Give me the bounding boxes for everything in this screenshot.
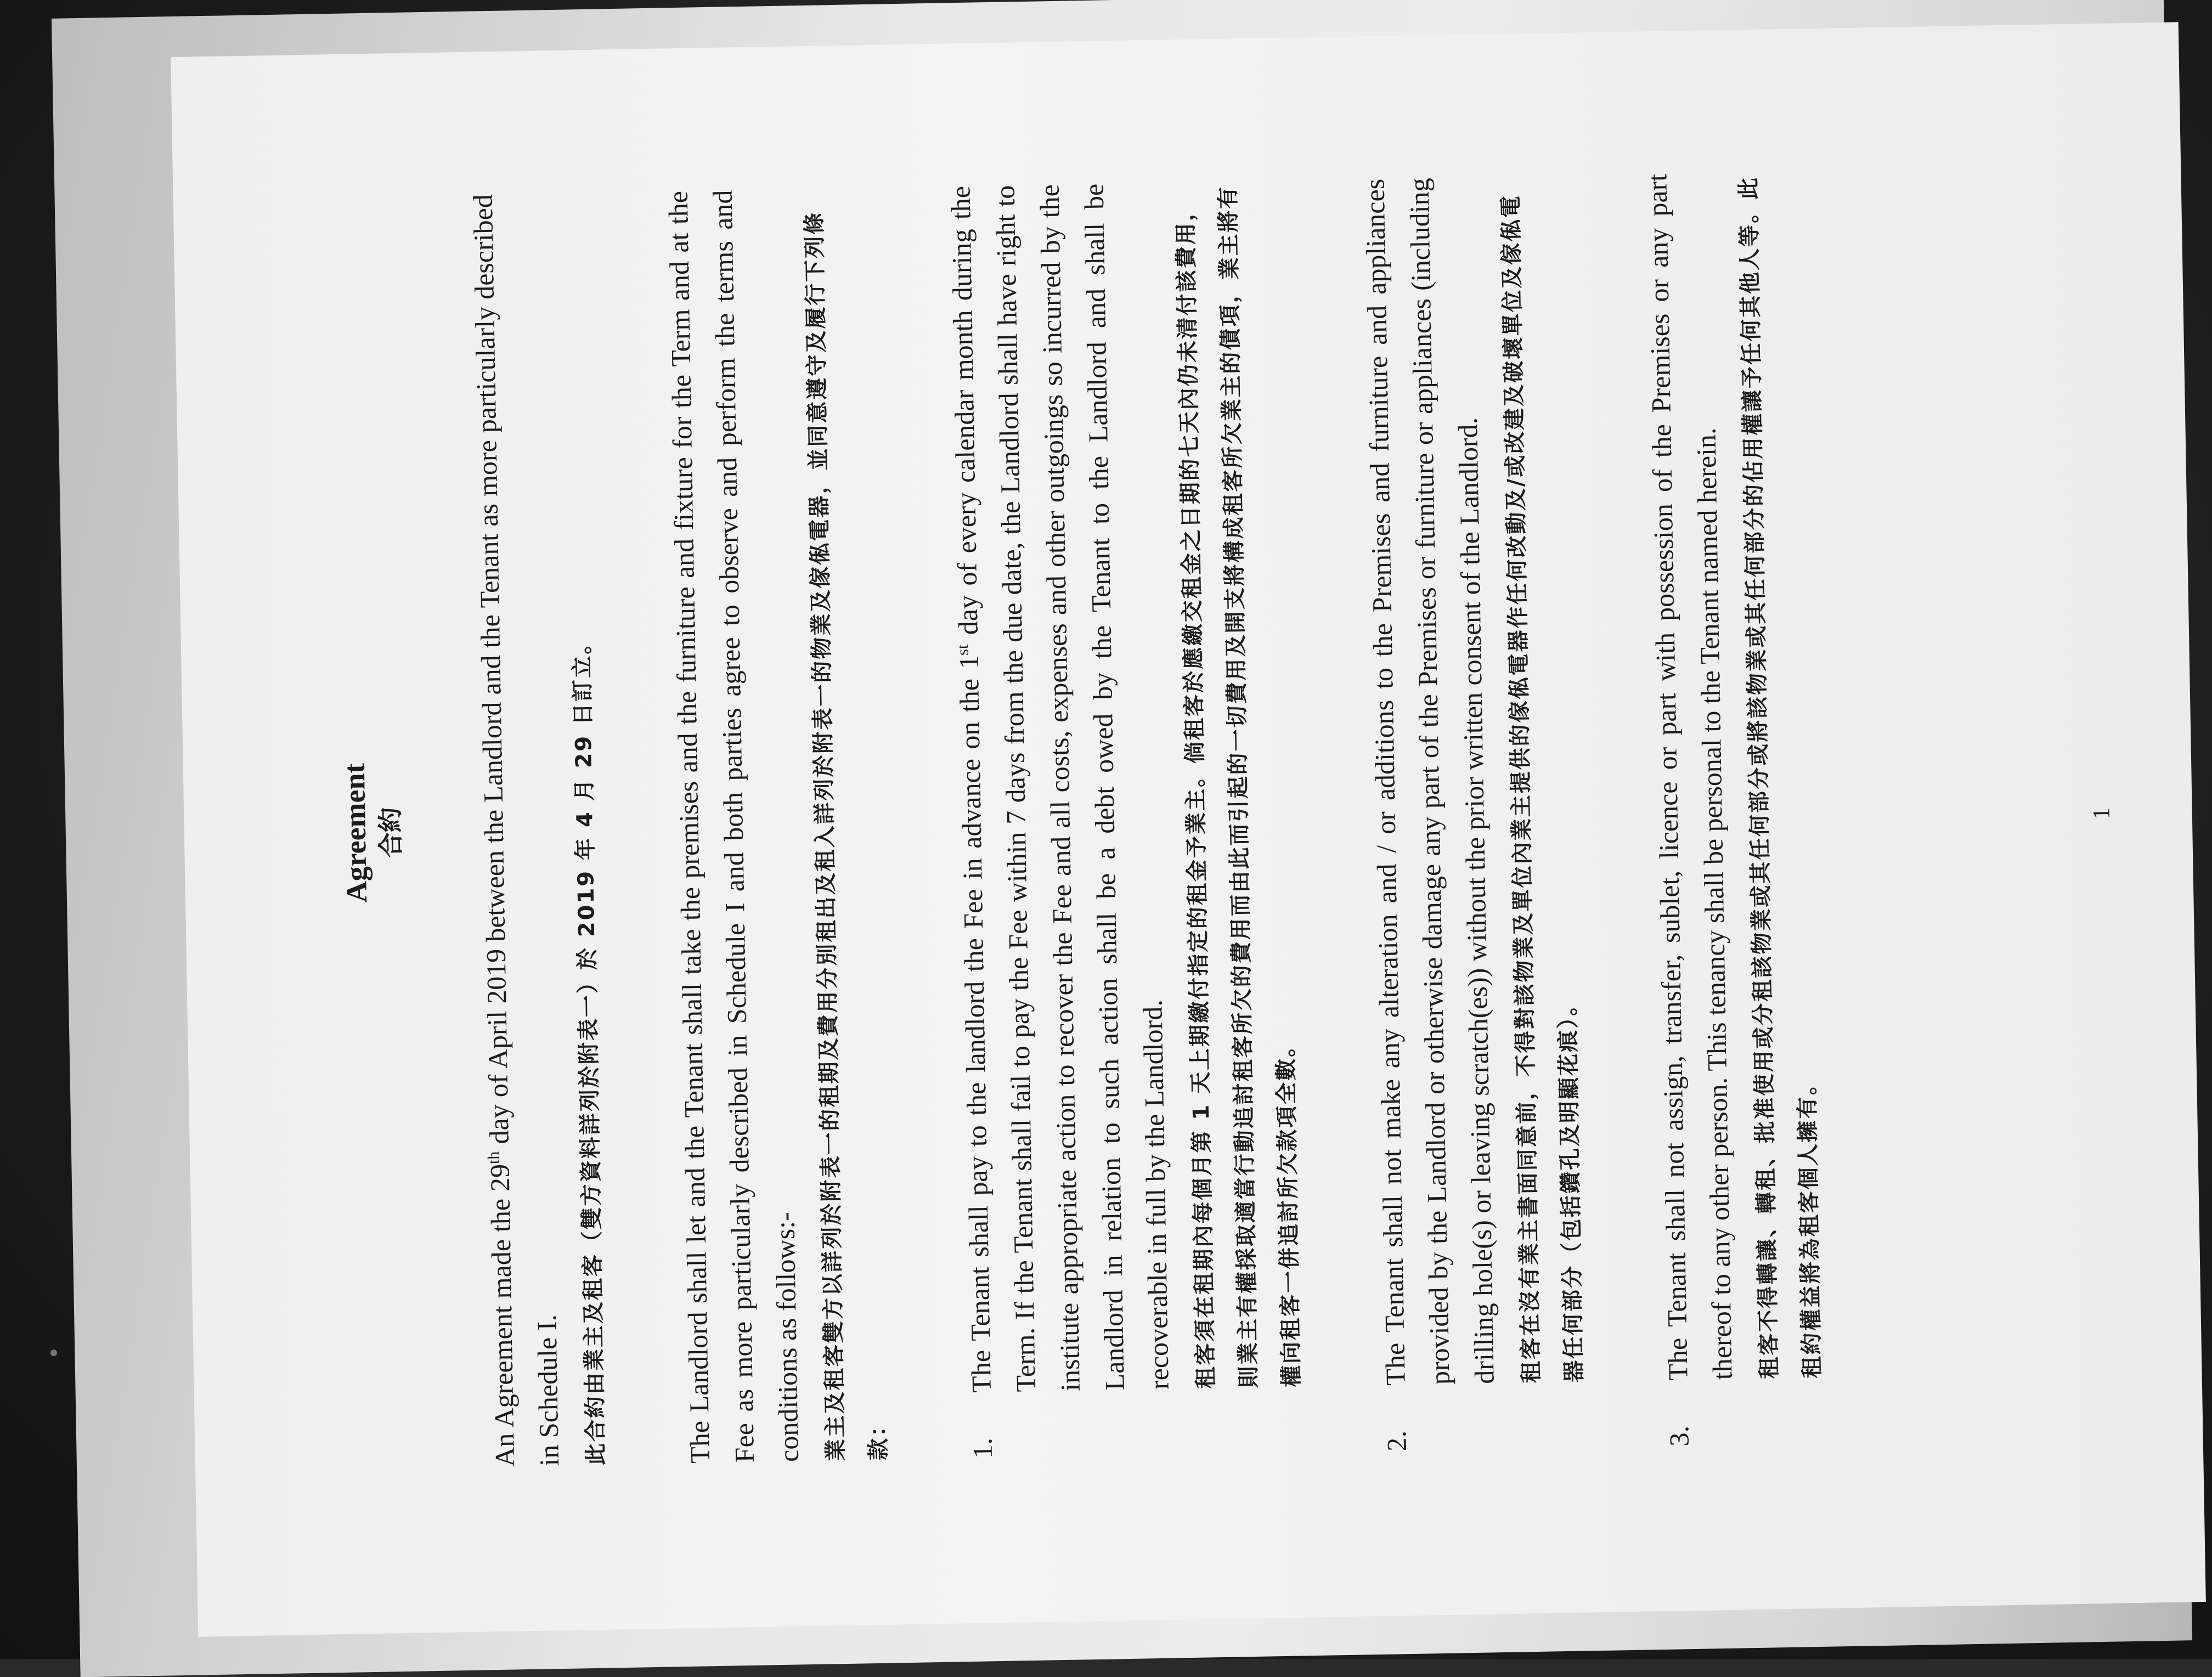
clause-body [938, 180, 1313, 1393]
scope-text: The Landlord shall let and the Tenant shall take the premises and the furniture and fixture for the Term and at the Fee as more particularly described in Schedule I and both parties agree to observe and perform the terms and conditions as follows:- [662, 190, 804, 1464]
clause-text: The Tenant shall not assign, transfer, sublet, licence or part with possession of the Premises or any part thereof to any other person. This tenancy shall be personal to the Tenant named herein. [1641, 173, 1738, 1381]
clause-text-zh: 租客不得轉讓、轉租、批准使用或分租該物業或其任何部分或將該物業或其任何部分的佔用權讓予任何其他人等。此租約權益將為租客個人擁有。 [1736, 176, 1825, 1380]
clause-number: 2. [1381, 1430, 1412, 1452]
intro-section [461, 193, 618, 1467]
clause-text-zh: 租客在沒有業主書面同意前，不得對該物業及單位內業主提供的傢俬電器作任何改動及/或改建及破壞單位及傢俬電器任何部分（包括鑽孔及明顯花痕）。 [1498, 194, 1587, 1384]
intro-text: An Agreement made the 29th day of April 2019 between the Landlord and the Tenant as more particularly described in Schedule I. [467, 194, 565, 1467]
clause-number: 1. [967, 1437, 998, 1459]
document-title-zh: 合約 [375, 806, 406, 858]
clause-body [1635, 171, 1833, 1381]
clause-text: The Tenant shall pay to the landlord the Fee in advance on the 1st day of every calendar month during the Term. If the Tenant shall fail to pay the Fee within 7 days from the due date, the Landlord shall have right to institute appropriate action to recover the Fee and all costs, expenses and other outgoings so incurred by the Landlord in relation to such action shall be a debt owed by the Tenant to the Landlord and shall be recoverable in full by the Landlord. [945, 183, 1175, 1393]
scope-section [656, 188, 900, 1464]
clause-body [1352, 176, 1595, 1386]
clause-item [1635, 171, 1835, 1447]
clause-text-zh: 租客須在租期內每個月第 1 天上期繳付指定的租金予業主。倘租客於應繳交租金之日期的七天內仍未清付該費用，則業主有權採取適當行動追討租客所欠的費用而由此而引起的一切費用及開支將構成租客所欠業主的債項，業主將有權向租客一併追討所欠款項全數。 [1172, 185, 1305, 1389]
clause-text: The Tenant shall not make any alteration and / or additions to the Premises and furniture and appliances provided by the Landlord or otherwise damage any part of the Premises or furniture or appliances (including drilling hole(s) or leaving scratch(es)) without the prior written consent of the Landlord. [1359, 177, 1500, 1386]
clause-item [938, 180, 1314, 1459]
document-page [171, 22, 2206, 1636]
clause-number: 3. [1663, 1425, 1695, 1447]
clause-item [1352, 176, 1596, 1452]
document-title: Agreement [337, 763, 374, 903]
dust-speck [50, 1349, 57, 1356]
intro-text-zh: 此合約由業主及租客（雙方資料詳列於附表一）於 2019 年 4 月 29 日訂立。 [569, 630, 610, 1466]
scope-text-zh: 業主及租客雙方以詳列於附表一的租期及費用分別租出及租入詳列於附表一的物業及傢俬電器，並同意遵守及履行下列條款： [802, 211, 891, 1461]
page-number: 1 [2087, 807, 2115, 820]
